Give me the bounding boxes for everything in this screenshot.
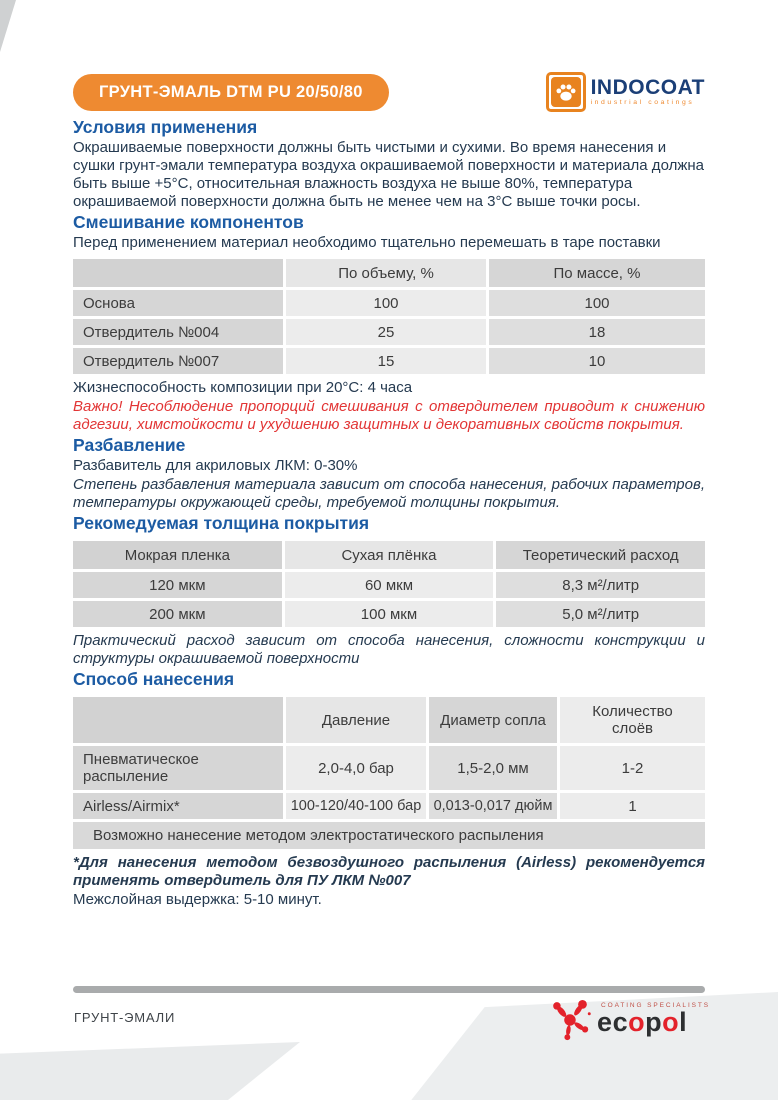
table-cell: Пневматическое распыление: [73, 746, 283, 790]
table-header-cell: [73, 259, 283, 287]
table-cell: 100-120/40-100 бар: [286, 793, 426, 819]
mixing-intro: Перед применением материал необходимо тщательно перемешать в таре поставки: [73, 234, 661, 251]
application-table: [73, 697, 705, 849]
table-header-cell: Мокрая пленка: [73, 541, 282, 569]
mixing-table: [73, 259, 705, 374]
airless-footnote: *Для нанесения методом безвоздушного распыления (Airless) рекомендуется применять отвердитель для ПУ ЛКМ №007: [73, 854, 705, 889]
paw-icon: [546, 72, 586, 112]
table-cell: 120 мкм: [73, 572, 282, 598]
ecopol-name: ecopol: [597, 1007, 688, 1037]
table-cell: 18: [489, 319, 705, 345]
indocoat-logo: [546, 72, 705, 112]
section-title-mixing: Смешивание компонентов: [73, 212, 304, 232]
table-cell: 1: [560, 793, 705, 819]
table-header-cell: Количество слоёв: [560, 697, 705, 743]
divider-bar: [73, 986, 705, 993]
warning-text: Важно! Несоблюдение пропорций смешивания с отвердителем приводит к снижению адгезии, химстойкости и ухудшению защитных и декоративных свойств покрытия.: [73, 398, 705, 433]
table-cell: 0,013-0,017 дюйм: [429, 793, 557, 819]
table-cell: Airless/Airmix*: [73, 793, 283, 819]
table-cell: 100 мкм: [285, 601, 494, 627]
thickness-table: [73, 541, 705, 627]
table-header-cell: Диаметр сопла: [429, 697, 557, 743]
table-cell: 10: [489, 348, 705, 374]
section-title-thickness: Рекомедуемая толщина покрытия: [73, 513, 370, 533]
table-cell: 25: [286, 319, 486, 345]
table-header-cell: Сухая плёнка: [285, 541, 494, 569]
table-cell: 60 мкм: [285, 572, 494, 598]
product-badge: ГРУНТ-ЭМАЛЬ DTM PU 20/50/80: [73, 74, 389, 111]
splat-icon: [548, 996, 594, 1049]
table-cell: 1,5-2,0 мм: [429, 746, 557, 790]
table-cell: 5,0 м²/литр: [496, 601, 705, 627]
table-cell: 15: [286, 348, 486, 374]
section-title-conditions: Условия применения: [73, 117, 258, 137]
table-cell: 8,3 м²/литр: [496, 572, 705, 598]
table-cell: Отвердитель №004: [73, 319, 283, 345]
ecopol-tagline: COATING SPECIALISTS: [601, 1002, 710, 1009]
page-header: [73, 68, 705, 116]
thickness-note: Практический расход зависит от способа нанесения, сложности конструкции и структуры окрашиваемой поверхности: [73, 632, 705, 667]
table-cell: Основа: [73, 290, 283, 316]
table-cell: 2,0-4,0 бар: [286, 746, 426, 790]
table-cell: Отвердитель №007: [73, 348, 283, 374]
background-corner-shape: [0, 0, 16, 52]
table-header-cell: [73, 697, 283, 743]
interlayer-text: Межслойная выдержка: 5-10 минут.: [73, 891, 322, 908]
pot-life-text: Жизнеспособность композиции при 20°С: 4 часа: [73, 379, 413, 396]
table-header-cell: Давление: [286, 697, 426, 743]
background-swoosh-left: [0, 1042, 300, 1100]
section-title-application: Способ нанесения: [73, 669, 235, 689]
page-content: [73, 0, 705, 909]
table-header-cell: По объему, %: [286, 259, 486, 287]
footer-label: ГРУНТ-ЭМАЛИ: [74, 1010, 176, 1025]
table-cell: 200 мкм: [73, 601, 282, 627]
thinner-text: Разбавитель для акриловых ЛКМ: 0-30%: [73, 457, 358, 474]
table-cell: 1-2: [560, 746, 705, 790]
section-title-dilution: Разбавление: [73, 435, 186, 455]
dilution-note: Степень разбавления материала зависит от способа нанесения, рабочих параметров, температуры окружающей среды, требуемой толщины покрытия.: [73, 476, 705, 511]
table-header-cell: По массе, %: [489, 259, 705, 287]
brand-tagline: industrial coatings: [590, 99, 695, 107]
table-cell: 100: [286, 290, 486, 316]
electrostatic-note-row: Возможно нанесение методом электростатического распыления: [73, 822, 705, 849]
table-header-cell: Теоретический расход: [496, 541, 705, 569]
conditions-text: Окрашиваемые поверхности должны быть чистыми и сухими. Во время нанесения и сушки грунт-эмали температура воздуха окрашиваемой поверхности и материала должна быть выше +5°С, относительная влажность воздуха не выше 80%, температура окрашиваемой поверхности должна быть не менее чем на 3°С выше точки росы.: [73, 139, 704, 210]
ecopol-logo: [548, 996, 710, 1049]
brand-name: INDOCOAT: [590, 76, 705, 100]
table-cell: 100: [489, 290, 705, 316]
